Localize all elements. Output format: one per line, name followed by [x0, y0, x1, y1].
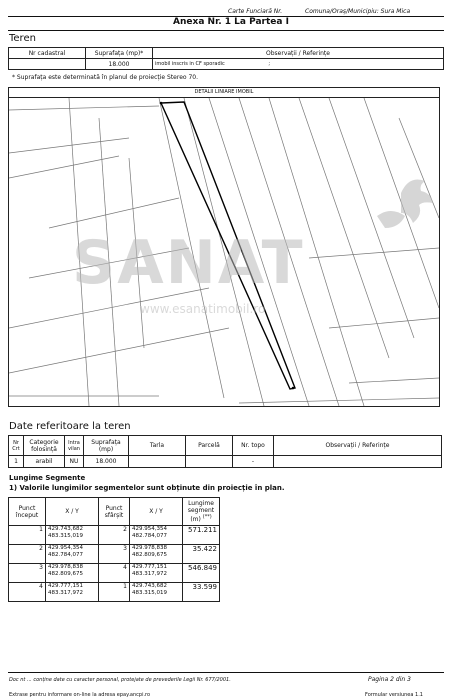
lungime-title: Lungime Segmente: [9, 474, 86, 482]
footer-note: [9, 677, 231, 683]
cell-xy-1: [46, 564, 99, 583]
footer-note-a: Doc: [9, 677, 19, 683]
col-punct-sfarsit: Punct sfârșit: [99, 498, 130, 526]
col-nr-topo: Nr. topo: [233, 436, 274, 456]
teren-footnote: * Suprafața este determinată în planul de proiecție Stereo 70.: [12, 74, 199, 81]
cell-punct-sfarsit: 1: [99, 583, 130, 602]
formular-version: Formular versiunea 1.1: [365, 692, 423, 698]
coordinate-value: 482.809,675: [48, 571, 83, 577]
cell-intravilan: NU: [65, 456, 84, 468]
carte-funciara-label: Carte Funciară Nr.: [228, 8, 283, 15]
col-lungime-label: Lungime segment (m): [187, 500, 215, 523]
col-intravilan: Intra vilan: [65, 436, 84, 456]
anexa-title: Anexa Nr. 1 La Partea I: [173, 17, 289, 27]
cell-punct-sfarsit: 2: [99, 526, 130, 545]
vertex-marker: [160, 102, 163, 105]
col-tarla: Tarla: [129, 436, 186, 456]
col-nr-cadastral: Nr cadastral: [9, 48, 86, 59]
teren-title: Teren: [9, 33, 36, 44]
coordinate-value: 483.315,019: [132, 590, 167, 596]
coordinate-value: 429.954,354: [48, 545, 83, 551]
lungime-subtitle: 1) Valorile lungimilor segmentelor sunt obținute din proiecție în plan.: [9, 484, 285, 492]
col-nr-crt: Nr Crt: [9, 436, 24, 456]
cell-punct-inceput: 2: [9, 545, 46, 564]
comuna-label: Comuna/Oraș/Municipiu: Sura Mica: [305, 8, 411, 15]
coordinate-value: 483.315,019: [48, 533, 83, 539]
cell-punct-inceput: 3: [9, 564, 46, 583]
coordinate-value: 429.743,682: [132, 583, 167, 589]
header-rule-2: [8, 30, 444, 31]
col-suprafata-ref: Suprafața (mp): [84, 436, 129, 456]
cell-xy-2: [130, 583, 183, 602]
coordinate-value: 429.743,682: [48, 526, 83, 532]
cell-observatii: [153, 59, 444, 70]
coordinate-value: 483.317,972: [132, 571, 167, 577]
cell-lungime: 33.599: [183, 583, 220, 602]
cell-observatii-ref: [274, 456, 442, 468]
segment-rows: [9, 526, 220, 602]
cell-punct-sfarsit: 3: [99, 545, 130, 564]
observatii-tail: ;: [268, 61, 271, 67]
cell-xy-1: [46, 545, 99, 564]
coordinate-value: 483.317,972: [48, 590, 83, 596]
cell-xy-1: [46, 526, 99, 545]
table-row: [9, 583, 220, 602]
table-row: [9, 545, 220, 564]
date-ref-title: Date referitoare la teren: [9, 421, 131, 432]
cell-categorie: arabil: [24, 456, 65, 468]
watermark-url: www.esanatimobil.ro: [140, 302, 266, 316]
col-observatii: Observații / Referințe: [153, 48, 444, 59]
table-row: [9, 526, 220, 545]
cell-parcela: [186, 456, 233, 468]
col-suprafata: Suprafața (mp)*: [86, 48, 153, 59]
cell-xy-2: [130, 545, 183, 564]
cell-punct-inceput: 4: [9, 583, 46, 602]
cell-punct-inceput: 1: [9, 526, 46, 545]
cell-nr-cadastral: [9, 59, 86, 70]
page-number: Pagina 2 din 3: [368, 676, 411, 683]
coordinate-value: 482.784,077: [48, 552, 83, 558]
cell-xy-2: [130, 526, 183, 545]
vertex-marker: [292, 387, 295, 390]
coordinate-value: 429.978,838: [132, 545, 167, 551]
date-ref-table: [8, 435, 442, 468]
table-row: [9, 564, 220, 583]
col-categorie: Categorie folosință: [24, 436, 65, 456]
cell-lungime: 571.211: [183, 526, 220, 545]
coordinate-value: 429.954,354: [132, 526, 167, 532]
extras-note: Extrase pentru informare on-line la adresa epay.ancpi.ro: [9, 692, 151, 698]
footer-note-b: nt ... conține date cu caracter personal, protejate de prevederile Legii Nr. 677/2001.: [20, 677, 231, 683]
col-observatii-ref: Observații / Referințe: [274, 436, 442, 456]
col-parcela: Parcelă: [186, 436, 233, 456]
cell-suprafata: 18.000: [86, 59, 153, 70]
coordinate-value: 482.784,077: [132, 533, 167, 539]
coordinate-value: 482.809,675: [132, 552, 167, 558]
cell-xy-1: [46, 583, 99, 602]
col-xy-2: X / Y: [130, 498, 183, 526]
observatii-text: imobil inscris in CF sporadic: [155, 61, 225, 67]
col-punct-inceput: Punct început: [9, 498, 46, 526]
footer-rule: [8, 672, 444, 673]
cell-lungime: 546.849: [183, 564, 220, 583]
coordinate-value: 429.978,838: [48, 564, 83, 570]
col-xy-1: X / Y: [46, 498, 99, 526]
teren-table: [8, 47, 444, 70]
cell-nr-crt: 1: [9, 456, 24, 468]
col-lungime: [183, 498, 220, 526]
rooster-logo-icon: [377, 180, 433, 229]
cell-punct-sfarsit: 4: [99, 564, 130, 583]
col-lungime-sup: (**): [202, 514, 212, 520]
lungime-table: [8, 497, 220, 602]
cell-lungime: 35.422: [183, 545, 220, 564]
coordinate-value: 429.777,151: [48, 583, 83, 589]
cell-suprafata-ref: 18.000: [84, 456, 129, 468]
table-row: [9, 456, 442, 468]
cell-nr-topo: -: [233, 456, 274, 468]
map-title: DETALII LINIARE IMOBIL: [9, 88, 439, 98]
cell-tarla: [129, 456, 186, 468]
cell-xy-2: [130, 564, 183, 583]
coordinate-value: 429.777,151: [132, 564, 167, 570]
watermark-brand: SANAT: [72, 228, 305, 298]
